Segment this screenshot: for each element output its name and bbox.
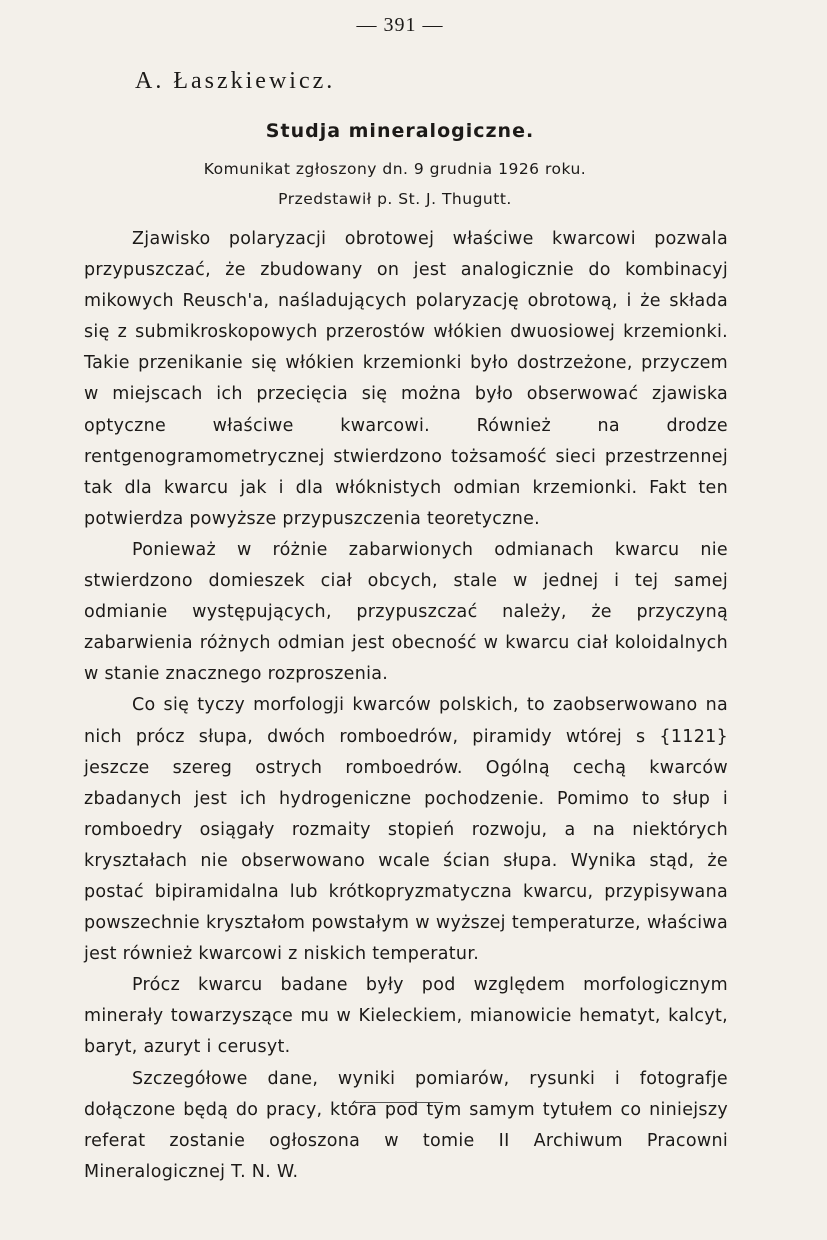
paragraph-4: Prócz kwarcu badane były pod względem morfologicznym minerały towarzyszące mu w Kieleckiem, mianowicie hematyt, kalcyt, baryt, azuryt i cerusyt. xyxy=(84,975,728,1058)
page-number: — 391 — xyxy=(356,14,444,36)
communication-note: Komunikat zgłoszony dn. 9 grudnia 1926 roku. xyxy=(203,160,587,178)
paragraph-1: Zjawisko polaryzacji obrotowej właściwe kwarcowi pozwala przypuszczać, że zbudowany on jest analogicznie do kombinacyj mikowych Reusch'a, naśladujących polaryzację obrotową, i że składa się z submikroskopowych przerostów włókien dwuosiowej krzemionki. Takie przenikanie się włókien krzemionki było dostrzeżone, przyczem w miejscach ich przecięcia się można było obserwować zjawiska optyczne właściwe kwarcowi. Również na drodze rentgenogramometrycznej stwierdzono tożsamość sieci przestrzennej tak dla kwarcu jak i dla włóknistych odmian krzemionki. Fakt ten potwierdza powyższe przypuszczenia teoretyczne. xyxy=(84,229,728,529)
article-body xyxy=(84,224,728,1188)
end-rule-divider xyxy=(355,1102,443,1103)
paragraph-2: Ponieważ w różnie zabarwionych odmianach kwarcu nie stwierdzono domieszek ciał obcych, stale w jednej i tej samej odmianie występujących, przypuszczać należy, że przyczyną zabarwienia różnych odmian jest obecność w kwarcu ciał koloidalnych w stanie znacznego rozproszenia. xyxy=(84,539,728,685)
paragraph-5: Szczegółowe dane, wyniki pomiarów, rysunki i fotografje dołączone będą do pracy, która pod tym samym tytułem co niniejszy referat zostanie ogłoszona w tomie II Archiwum Pracowni Mineralogicznej T. N. W. xyxy=(84,1068,728,1182)
paragraph-3: Co się tyczy morfologji kwarców polskich, to zaobserwowano na nich prócz słupa, dwóch romboedrów, piramidy wtórej s {1121} jeszcze szereg ostrych romboedrów. Ogólną cechą kwarców zbadanych jest ich hydrogeniczne pochodzenie. Pomimo to słup i romboedry osiągały rozmaity stopień rozwoju, a na niektórych kryształach nie obserwowano wcale ścian słupa. Wynika stąd, że postać bipiramidalna lub krótkopryzmatyczna kwarcu, przypisywana powszechnie kryształom powstałym w wyższej temperaturze, właściwa jest również kwarcowi z niskich temperatur. xyxy=(84,695,728,965)
article-title: Studja mineralogiczne. xyxy=(265,120,535,142)
author-name: A. Łaszkiewicz. xyxy=(135,68,336,94)
presenter-note: Przedstawił p. St. J. Thugutt. xyxy=(278,190,512,208)
